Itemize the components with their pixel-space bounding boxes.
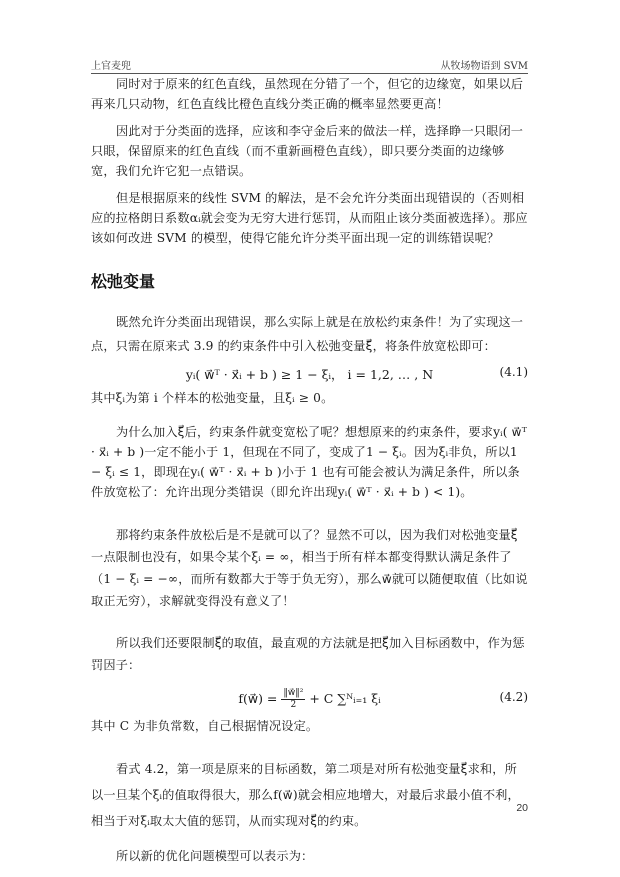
header-book-title: 从牧场物语到 SVM: [440, 61, 528, 72]
paragraph-6: 为什么加入ξ⃗后，约束条件就变宽松了呢？想想原来的约束条件，要求yᵢ( w⃗ᵀ · x⃗ᵢ + b )一定不能小于 1，但现在不同了，变成了1 − ξᵢ。因为ξᵢ非负，所以1 − ξᵢ ≤ 1，即现在yᵢ( w⃗ᵀ · x⃗ᵢ + b )小于 1 也有可能会被认为满足条件，所以条件放宽松了：允许出现分类错误（即允许出现yᵢ( w⃗ᵀ · x⃗ᵢ + b ) < 1)。: [91, 425, 528, 499]
paragraph-4: 既然允许分类面出现错误，那么实际上就是在放松约束条件！为了实现这一点，只需在原来式 3.9 的约束条件中引入松弛变量ξ⃗，将条件放宽松即可：: [91, 315, 524, 353]
paragraph-10: 看式 4.2，第一项是原来的目标函数，第二项是对所有松弛变量ξ⃗求和，所以一旦某个ξᵢ的值取得很大，那么f(w⃗)就会相应地增大，对最后求最小值不利，相当于对ξᵢ取太大值的惩罚，从而实现对ξ⃗的约束。: [91, 762, 520, 828]
equation-4-2-numerator: ‖w⃗‖²: [283, 688, 304, 698]
equation-4-2-number: (4.2): [499, 690, 528, 704]
page-number: 20: [516, 802, 528, 814]
equation-4-2-rhs: + C ∑ᴺᵢ₌₁ ξᵢ: [309, 691, 381, 706]
page-header: [91, 53, 528, 74]
paragraph-8: 所以我们还要限制ξ⃗的取值，最直观的方法就是把ξ⃗加入目标函数中，作为惩罚因子：: [91, 636, 525, 672]
header-author: 上官麦兜: [91, 61, 131, 72]
paragraph-3: 但是根据原来的线性 SVM 的解法，是不会允许分类面出现错误的（否则相应的拉格朗日系数αᵢ就会变为无穷大进行惩罚，从而阻止该分类面被选择）。那应该如何改进 SVM 的模型，使得它能允许分类平面出现一定的训练错误呢？: [91, 191, 528, 245]
page-body: [91, 74, 528, 866]
equation-4-1-number: (4.1): [499, 365, 528, 379]
paragraph-9: 其中 C 为非负常数，自己根据情况设定。: [91, 719, 319, 733]
equation-4-2: [91, 680, 528, 716]
equation-4-2-lhs: f(w⃗) =: [238, 691, 278, 706]
paragraph-11: 所以新的优化问题模型可以表示为：: [116, 849, 314, 863]
paragraph-7: 那将约束条件放松后是不是就可以了？显然不可以，因为我们对松弛变量ξ⃗一点限制也没有，如果令某个ξᵢ = ∞，相当于所有样本都变得默认满足条件了（1 − ξᵢ = −∞，而所有数都大于等于负无穷），那么w⃗就可以随便取值（比如说取正无穷），求解就变得没有意义了！: [91, 528, 528, 608]
paragraph-5: 其中ξᵢ为第 i 个样本的松弛变量，且ξᵢ ≥ 0。: [91, 391, 334, 405]
equation-4-2-fraction: [281, 688, 305, 711]
paragraph-1: 同时对于原来的红色直线，虽然现在分错了一个，但它的边缘宽，如果以后再来几只动物，红色直线比橙色直线分类正确的概率显然要更高！: [91, 77, 524, 111]
equation-4-1-expression: yᵢ( w⃗ᵀ · x⃗ᵢ + b ) ≥ 1 − ξᵢ， i = 1,2, … , N: [185, 367, 434, 382]
equation-4-2-denominator: 2: [290, 700, 297, 710]
equation-4-2-expression: [91, 688, 528, 711]
section-title: 松弛变量: [91, 272, 156, 291]
paragraph-2: 因此对于分类面的选择，应该和李守金后来的做法一样，选择睁一只眼闭一只眼，保留原来的红色直线（而不重新画橙色直线），即只要分类面的边缘够宽，我们允许它犯一点错误。: [91, 124, 524, 178]
equation-4-1: [91, 358, 528, 388]
